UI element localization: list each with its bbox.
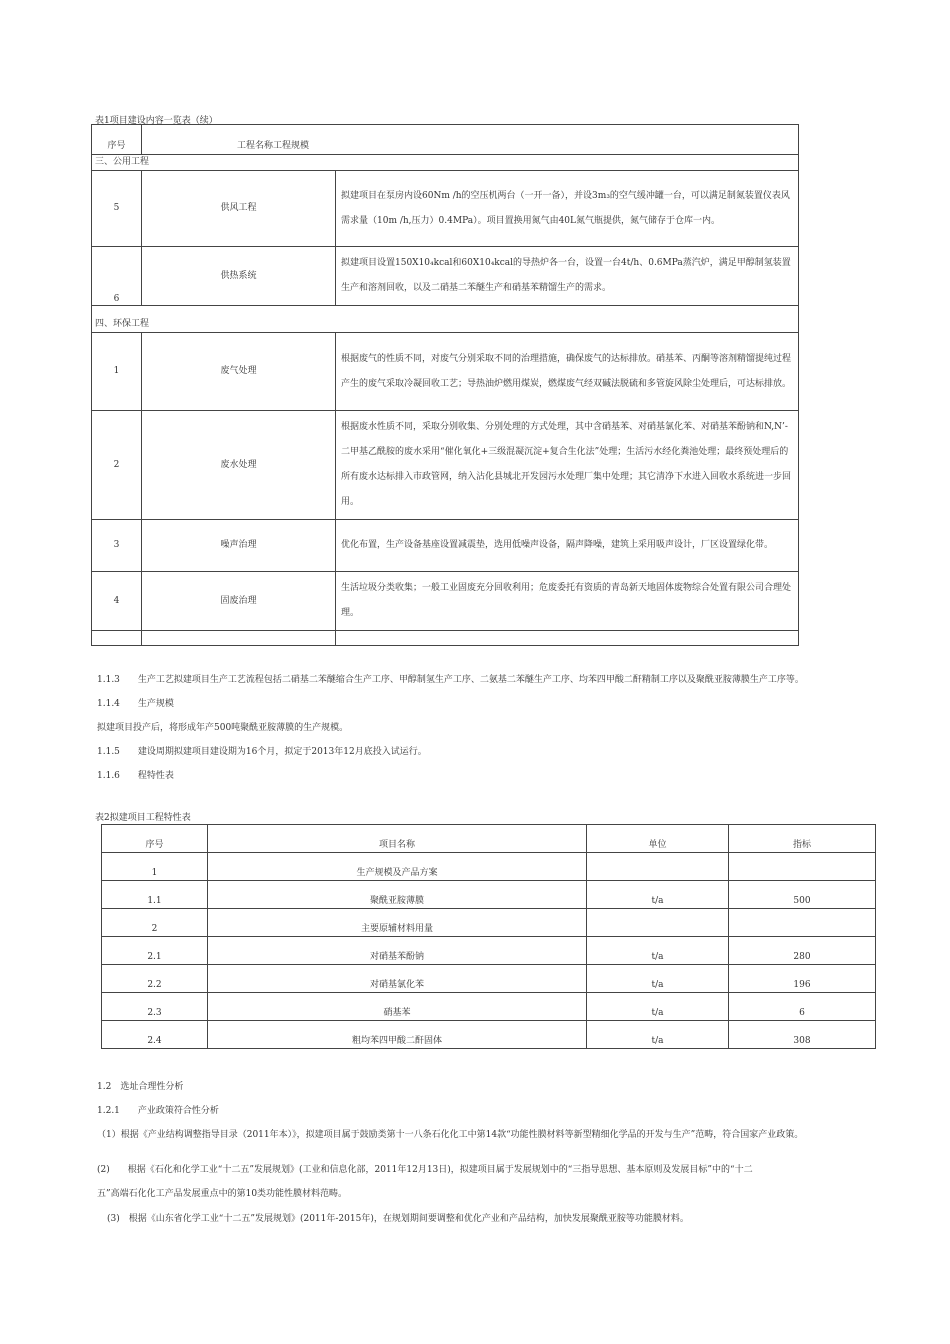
row-desc: 优化布置，生产设备基座设置减震垫，选用低噪声设备，隔声降噪，建筑上采用吸声设计，厂区设置绿化带。 [336,520,799,572]
row-desc: 根据废水性质不同，采取分别收集、分别处理的方式处理，其中含硝基苯、对硝基氯化苯、对硝基苯酚钠和N,N’-二甲基乙酰胺的废水采用“催化氧化+三级混凝沉淀+复合生化法”处理；生活污水经化粪池处理；最终预处理后的所有废水达标排入市政管网，纳入沾化县城北开发园污水处理厂集中处理；其它清净下水进入回收水系统进一步回用。 [336,411,799,520]
table-row [102,909,876,937]
row-desc: 根据废气的性质不同，对废气分别采取不同的治理措施，确保废气的达标排放。硝基苯、丙酮等溶剂精馏提纯过程产生的废气采取冷凝回收工艺；导热油炉燃用煤炭，燃煤废气经双碱法脱硫和多管旋风除尘处理后，可达标排放。 [336,333,799,411]
row-name: 供风工程 [142,171,336,247]
row-name: 废水处理 [142,411,336,520]
cell-name: 主要原辅材料用量 [208,909,587,937]
cell-name: 粗均苯四甲酸二酐固体 [208,1021,587,1049]
table1-header-seq: 序号 [92,125,142,155]
cell-seq: 1.1 [102,881,208,909]
cell-name: 对硝基氯化苯 [208,965,587,993]
cell-seq: 2 [102,909,208,937]
row-seq: 6 [92,247,142,306]
table1-caption: 表1项目建设内容一览表（续） [95,116,218,126]
cell-name: 对硝基苯酚钠 [208,937,587,965]
cell-unit: t/a [587,1021,729,1049]
cell-seq: 2.4 [102,1021,208,1049]
table1-section-env [92,306,799,333]
row-name: 废气处理 [142,333,336,411]
heading-1-2-1: 1.2.1 产业政策符合性分析 [97,1106,219,1116]
table2-caption: 表2拟建项目工程特性表 [95,813,191,823]
cell-name: 硝基苯 [208,993,587,1021]
table2-header-value: 指标 [729,825,876,853]
row-desc: 拟建项目在泵房内设60Nm /h的空压机两台（一开一备），并设3m₃的空气缓冲罐一台，可以满足制氮装置仪表风需求量（10m /h,压力）0.4MPa）。项目置换用氮气由40L氮气瓶提供，氮气储存于仓库一内。 [336,171,799,247]
table-row [102,965,876,993]
cell-seq: 2.3 [102,993,208,1021]
table2 [101,824,876,1049]
policy-item-2-line2: 五”高端石化化工产品发展重点中的第10类功能性膜材料范畴。 [97,1189,348,1199]
table-row [102,881,876,909]
table1 [91,124,799,646]
table1-section-public [92,155,799,171]
paragraph-1-1-4: 拟建项目投产后，将形成年产500吨聚酰亚胺薄膜的生产规模。 [97,723,349,733]
cell-value: 6 [729,993,876,1021]
cell-value: 500 [729,881,876,909]
table-row [102,937,876,965]
policy-item-2-line1: (2) 根据《石化和化学工业“十二五”发展规划》(工业和信息化部，2011年12月13日)，拟建项目属于发展规划中的“三指导思想、基本原则及发展目标”中的“十二 [97,1165,753,1175]
row-seq: 1 [92,333,142,411]
cell-seq: 2.2 [102,965,208,993]
row-seq: 5 [92,171,142,247]
table2-header-row [102,825,876,853]
cell-unit [587,909,729,937]
row-name: 噪声治理 [142,520,336,572]
paragraph-1-1-5: 1.1.5 建设周期拟建项目建设期为16个月，拟定于2013年12月底投入试运行。 [97,747,427,757]
table1-header-name: 工程名称工程规模 [142,125,799,155]
cell-unit: t/a [587,937,729,965]
paragraph-1-1-3: 1.1.3 生产工艺拟建项目生产工艺流程包括二硝基二苯醚缩合生产工序、甲醇制氢生产工序、二氨基二苯醚生产工序、均苯四甲酸二酐精制工序以及聚酰亚胺薄膜生产工序等。 [97,675,804,685]
row-name: 供热系统 [142,247,336,306]
table-row [102,993,876,1021]
policy-item-3: (3) 根据《山东省化学工业“十二五”发展规划》(2011年-2015年)，在规划期间要调整和优化产业和产品结构，加快发展聚酰亚胺等功能膜材料。 [107,1214,689,1224]
cell-name: 聚酰亚胺薄膜 [208,881,587,909]
cell-unit: t/a [587,881,729,909]
table2-header-seq: 序号 [102,825,208,853]
cell-value: 308 [729,1021,876,1049]
table-row [92,572,799,631]
table-row-empty [92,631,799,646]
cell-value [729,853,876,881]
row-name: 固废治理 [142,572,336,631]
policy-item-1: （1）根据《产业结构调整指导目录（2011年本）》，拟建项目属于鼓励类第十一八条石化化工中第14款“功能性膜材料等新型精细化学品的开发与生产”范畴，符合国家产业政策。 [97,1130,804,1140]
table-row [102,1021,876,1049]
cell-value: 196 [729,965,876,993]
cell-name: 生产规模及产品方案 [208,853,587,881]
row-seq: 4 [92,572,142,631]
table-row [92,171,799,247]
heading-1-1-4: 1.1.4 生产规模 [97,699,174,709]
cell-unit: t/a [587,993,729,1021]
section-env-label: 四、环保工程 [92,306,799,333]
row-desc: 生活垃圾分类收集；一般工业固废充分回收利用；危废委托有资质的青岛新天地固体废物综合处置有限公司合理处理。 [336,572,799,631]
table-row [92,333,799,411]
cell-value: 280 [729,937,876,965]
table1-header-row [92,125,799,155]
cell-unit [587,853,729,881]
cell-value [729,909,876,937]
row-seq: 2 [92,411,142,520]
heading-1-2: 1.2 选址合理性分析 [97,1082,184,1092]
row-desc: 拟建项目设置150X10₄kcal和60X10₄kcal的导热炉各一台，设置一台4t/h、0.6MPa蒸汽炉，满足甲醇制氢装置生产和溶剂回收，以及二硝基二苯醚生产和硝基苯精馏生产的需求。 [336,247,799,306]
table-row [92,411,799,520]
table-row [92,520,799,572]
row-seq: 3 [92,520,142,572]
section-public-label: 三、公用工程 [92,155,799,171]
table-row [102,853,876,881]
cell-unit: t/a [587,965,729,993]
table2-header-unit: 单位 [587,825,729,853]
table2-header-name: 项目名称 [208,825,587,853]
heading-1-1-6: 1.1.6 程特性表 [97,771,174,781]
table-row [92,247,799,306]
cell-seq: 1 [102,853,208,881]
cell-seq: 2.1 [102,937,208,965]
